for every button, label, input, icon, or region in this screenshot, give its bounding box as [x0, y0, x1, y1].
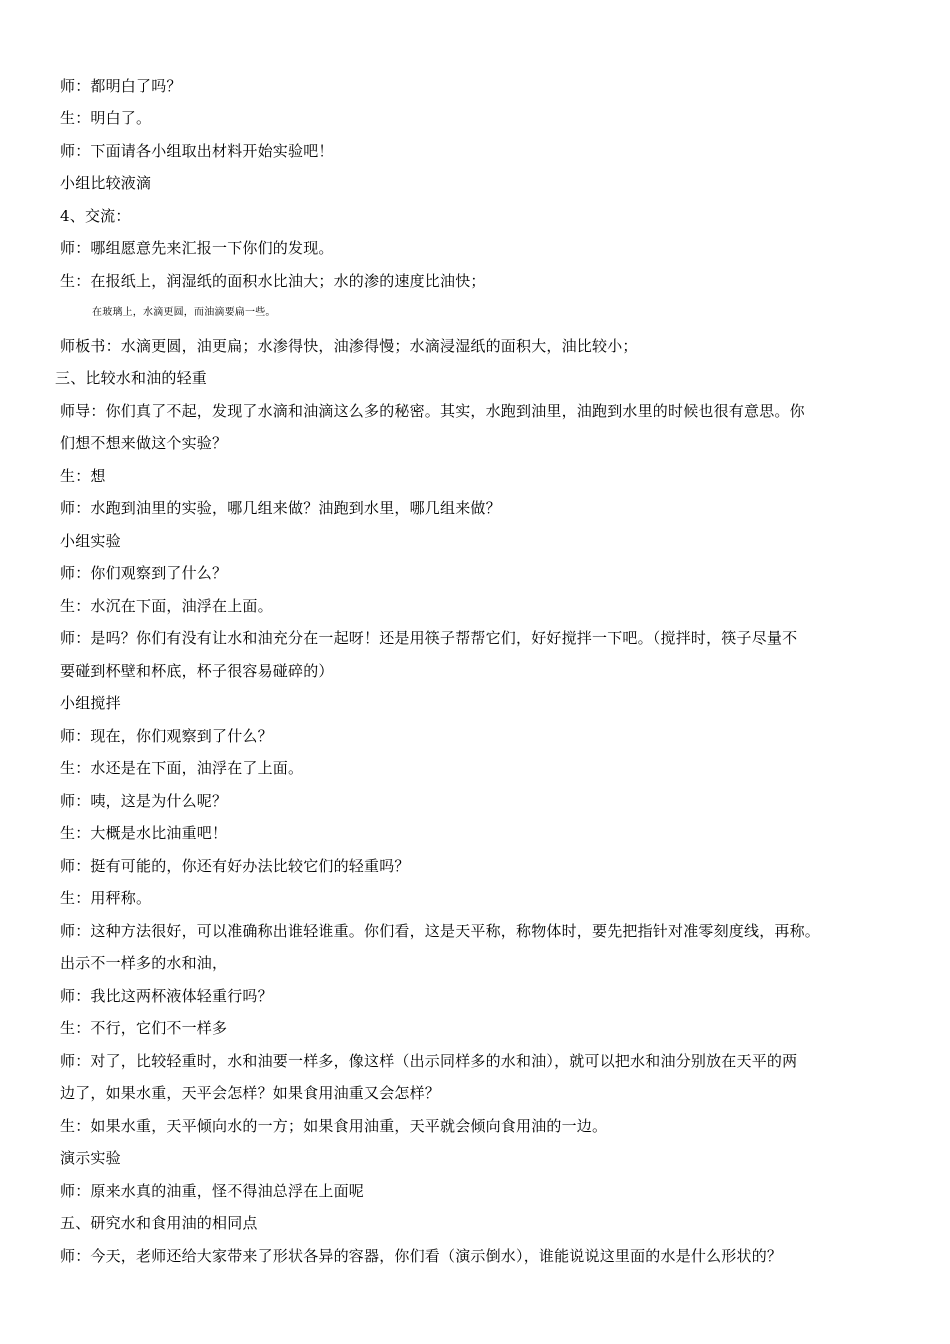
text-line: 演示实验: [60, 1149, 121, 1167]
text-line: 师：原来水真的油重，怪不得油总浮在上面呢: [60, 1182, 365, 1200]
text-line: 师：水跑到油里的实验，哪几组来做？油跑到水里，哪几组来做？: [60, 499, 501, 517]
text-line: 生：大概是水比油重吧！: [60, 824, 228, 842]
text-line: 师：今天，老师还给大家带来了形状各异的容器，你们看（演示倒水），谁能说说这里面的水是什么形状的？: [60, 1247, 783, 1265]
text-line: 师：对了，比较轻重时，水和油要一样多，像这样（出示同样多的水和油），就可以把水和油分别放在天平的两: [60, 1052, 798, 1070]
text-line: 师：是吗？你们有没有让水和油充分在一起呀！还是用筷子帮帮它们，好好搅拌一下吧。（搅拌时，筷子尽量不: [60, 629, 798, 647]
text-line: 生：想: [60, 467, 106, 485]
text-line: 师：咦，这是为什么呢？: [60, 792, 228, 810]
text-line: 师：哪组愿意先来汇报一下你们的发现。: [60, 239, 334, 257]
text-line: 小组搅拌: [60, 694, 121, 712]
text-line: 4、交流：: [60, 207, 131, 225]
text-line: 边了，如果水重，天平会怎样？如果食用油重又会怎样？: [60, 1084, 441, 1102]
text-line: 在玻璃上，水滴更圆，而油滴要扁一些。: [92, 307, 276, 318]
text-line: 师：这种方法很好，可以准确称出谁轻谁重。你们看，这是天平称，称物体时，要先把指针对准零刻度线，再称。: [60, 922, 821, 940]
text-line: 生：用秤称。: [60, 889, 152, 907]
text-line: 生：在报纸上，润湿纸的面积水比油大；水的渗的速度比油快；: [60, 272, 486, 290]
section-heading: 五、研究水和食用油的相同点: [60, 1214, 258, 1232]
text-line: 师：都明白了吗？: [60, 77, 182, 95]
text-line: 小组实验: [60, 532, 121, 550]
text-line: 师板书：水滴更圆，油更扁；水渗得快，油渗得慢；水滴浸湿纸的面积大，油比较小；: [60, 337, 638, 355]
text-line: 师：你们观察到了什么？: [60, 564, 228, 582]
text-line: 师：现在，你们观察到了什么？: [60, 727, 273, 745]
text-line: 生：明白了。: [60, 109, 152, 127]
text-line: 生：不行，它们不一样多: [60, 1019, 228, 1037]
text-line: 师：我比这两杯液体轻重行吗？: [60, 987, 273, 1005]
text-line: 出示不一样多的水和油，: [60, 954, 228, 972]
text-line: 要碰到杯壁和杯底，杯子很容易碰碎的）: [60, 662, 334, 680]
text-line: 生：水沉在下面，油浮在上面。: [60, 597, 273, 615]
text-line: 生：水还是在下面，油浮在了上面。: [60, 759, 304, 777]
text-line: 师：下面请各小组取出材料开始实验吧！: [60, 142, 334, 160]
text-line: 小组比较液滴: [60, 174, 152, 192]
text-line: 们想不想来做这个实验？: [60, 434, 228, 452]
text-line: 师：挺有可能的，你还有好办法比较它们的轻重吗？: [60, 857, 410, 875]
text-line: 生：如果水重，天平倾向水的一方；如果食用油重，天平就会倾向食用油的一边。: [60, 1117, 608, 1135]
section-heading: 三、比较水和油的轻重: [55, 369, 208, 387]
text-line: 师导：你们真了不起，发现了水滴和油滴这么多的秘密。其实，水跑到油里，油跑到水里的时候也很有意思。你: [60, 402, 805, 420]
